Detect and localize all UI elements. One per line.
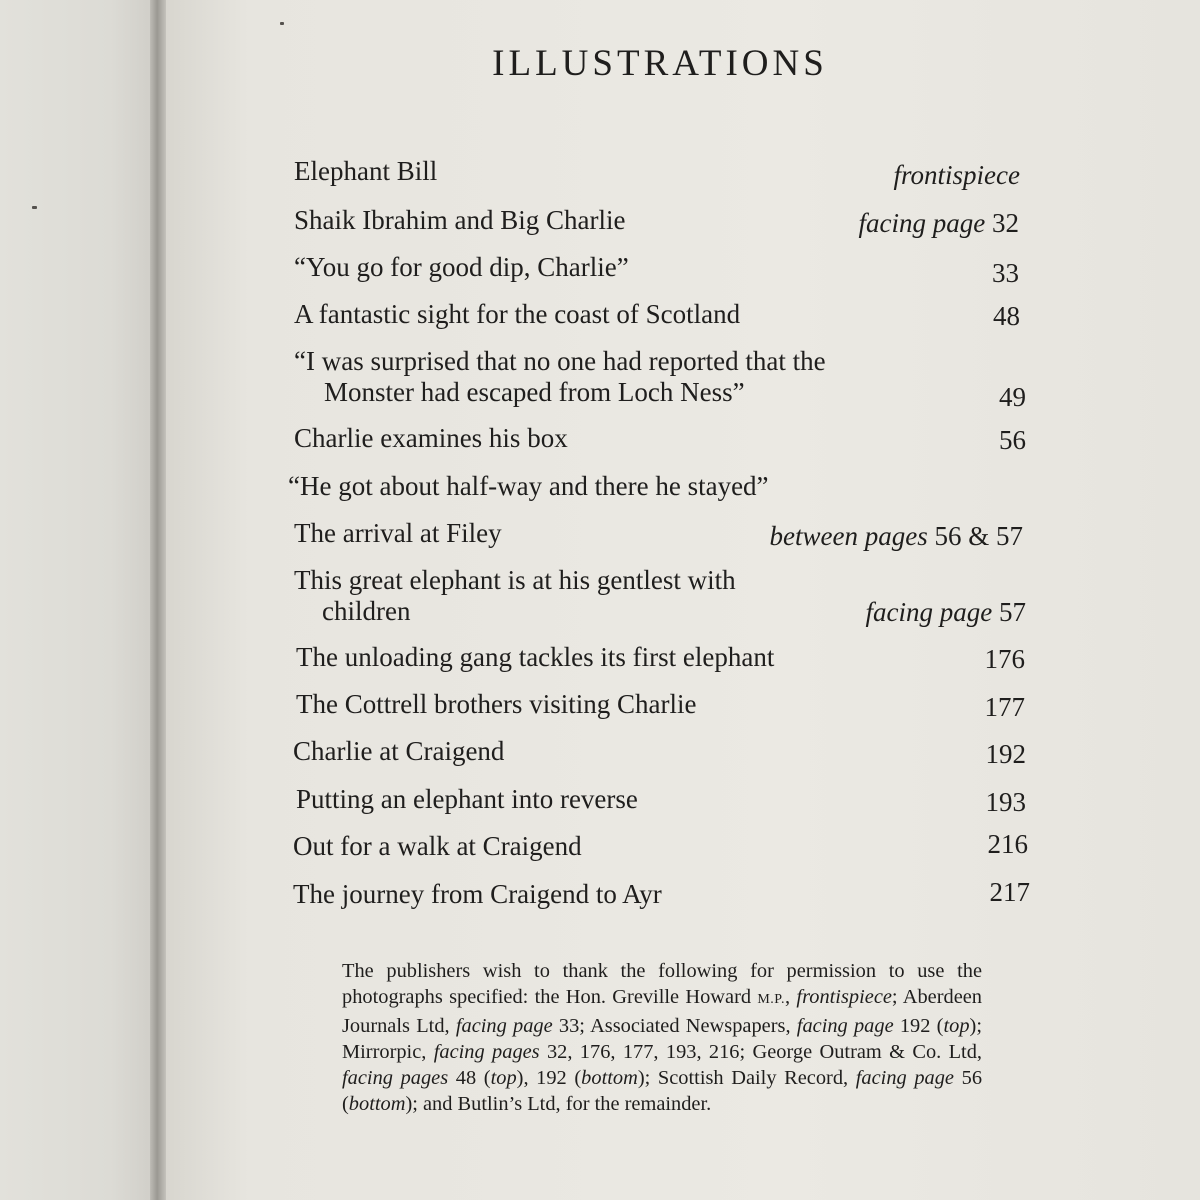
ack-text: 192 ( (893, 1015, 944, 1037)
caption-continuation: Monster had escaped from Loch Ness” (324, 377, 745, 407)
ack-text: ); and Butlin’s Ltd, for the remainder. (405, 1093, 712, 1115)
page-number: 193 (985, 787, 1026, 817)
ack-italic: facing page (455, 1015, 553, 1037)
ack-italic: facing pages (342, 1067, 449, 1089)
book-gutter (150, 0, 166, 1200)
illustration-caption: “You go for good dip, Charlie” (294, 252, 629, 282)
illustration-caption (294, 346, 826, 408)
ack-text: 48 ( (448, 1067, 491, 1089)
ack-italic: facing page (796, 1015, 894, 1037)
illustration-page-ref (866, 597, 1026, 628)
ack-italic: bottom (348, 1093, 406, 1115)
ack-italic: facing pages (433, 1041, 540, 1063)
page-number: 32 (992, 208, 1019, 238)
page-number: 217 (989, 877, 1030, 907)
ack-italic: top (490, 1067, 517, 1089)
page-ref-prefix: facing page (865, 597, 993, 627)
illustration-page-ref (986, 787, 1027, 818)
ack-italic: bottom (581, 1067, 638, 1089)
illustration-caption: Charlie examines his box (294, 423, 568, 453)
illustration-page-ref (770, 521, 1023, 552)
illustration-caption: The arrival at Filey (294, 518, 502, 548)
illustration-page-ref (986, 739, 1027, 770)
illustration-caption: The unloading gang tackles its first elephant (296, 642, 775, 672)
illustration-page-ref (990, 877, 1031, 908)
ack-text: , (785, 986, 797, 1008)
illustration-caption (294, 565, 736, 627)
ack-text: ); Scottish Daily Record, (637, 1067, 856, 1089)
page-number: 176 (984, 644, 1025, 674)
illustration-page-ref (985, 644, 1026, 675)
illustration-page-ref (859, 208, 1019, 239)
illustration-page-ref (988, 829, 1029, 860)
ack-italic: facing page (855, 1067, 954, 1089)
ack-italic: frontispiece (796, 986, 892, 1008)
ack-text: M.P. (757, 992, 786, 1007)
illustration-page-ref (993, 301, 1020, 332)
illustration-page-ref (992, 258, 1019, 289)
illustration-caption: Charlie at Craigend (293, 736, 505, 766)
illustration-caption: The Cottrell brothers visiting Charlie (296, 689, 697, 719)
illustration-caption: “He got about half-way and there he stayed” (288, 471, 769, 501)
page-number: 33 (992, 258, 1019, 288)
caption-line: This great elephant is at his gentlest with (294, 565, 736, 595)
illustration-page-ref (999, 425, 1026, 456)
illustration-page-ref (999, 382, 1026, 413)
ack-text: The publishers wish to thank the following for permission to use the photographs specified: the Hon. Greville Howard (342, 960, 982, 1008)
page-number: 48 (993, 301, 1020, 331)
page-ref-prefix: frontispiece (893, 160, 1020, 190)
illustration-caption: Putting an elephant into reverse (296, 784, 638, 814)
photo-acknowledgement (342, 958, 982, 1117)
illustration-page-ref (985, 692, 1026, 723)
illustration-caption: Out for a walk at Craigend (293, 831, 582, 861)
paper-speck (280, 22, 284, 25)
page-number: 56 & 57 (934, 521, 1023, 551)
paper-speck (32, 206, 37, 209)
caption-continuation: children (322, 596, 411, 626)
page-number: 57 (999, 597, 1026, 627)
ack-text: 56 ( (342, 1067, 983, 1115)
ack-text: 32, 176, 177, 193, 216; George Outram & Co. Ltd, (539, 1041, 982, 1063)
left-facing-page (0, 0, 158, 1200)
illustration-page-ref (894, 160, 1020, 191)
caption-line: “I was surprised that no one had reported that the (294, 346, 826, 376)
ack-text: ; Aberdeen Journals Ltd, (342, 986, 982, 1037)
illustration-caption: A fantastic sight for the coast of Scotland (294, 299, 741, 329)
page-title: ILLUSTRATIONS (492, 43, 828, 84)
page-number: 216 (987, 829, 1028, 859)
ack-text: ), 192 ( (516, 1067, 582, 1089)
illustration-caption: The journey from Craigend to Ayr (293, 879, 662, 909)
page-ref-prefix: facing page (858, 208, 986, 238)
illustration-caption: Elephant Bill (294, 156, 438, 186)
ack-text: ); Mirrorpic, (342, 1015, 982, 1063)
page-number: 192 (985, 739, 1026, 769)
illustration-caption: Shaik Ibrahim and Big Charlie (294, 205, 626, 235)
ack-italic: top (943, 1015, 970, 1037)
page-number: 49 (999, 382, 1026, 412)
ack-text: 33; Associated Newspapers, (552, 1015, 797, 1037)
page-number: 56 (999, 425, 1026, 455)
page-ref-prefix: between pages (769, 521, 928, 551)
page-number: 177 (984, 692, 1025, 722)
